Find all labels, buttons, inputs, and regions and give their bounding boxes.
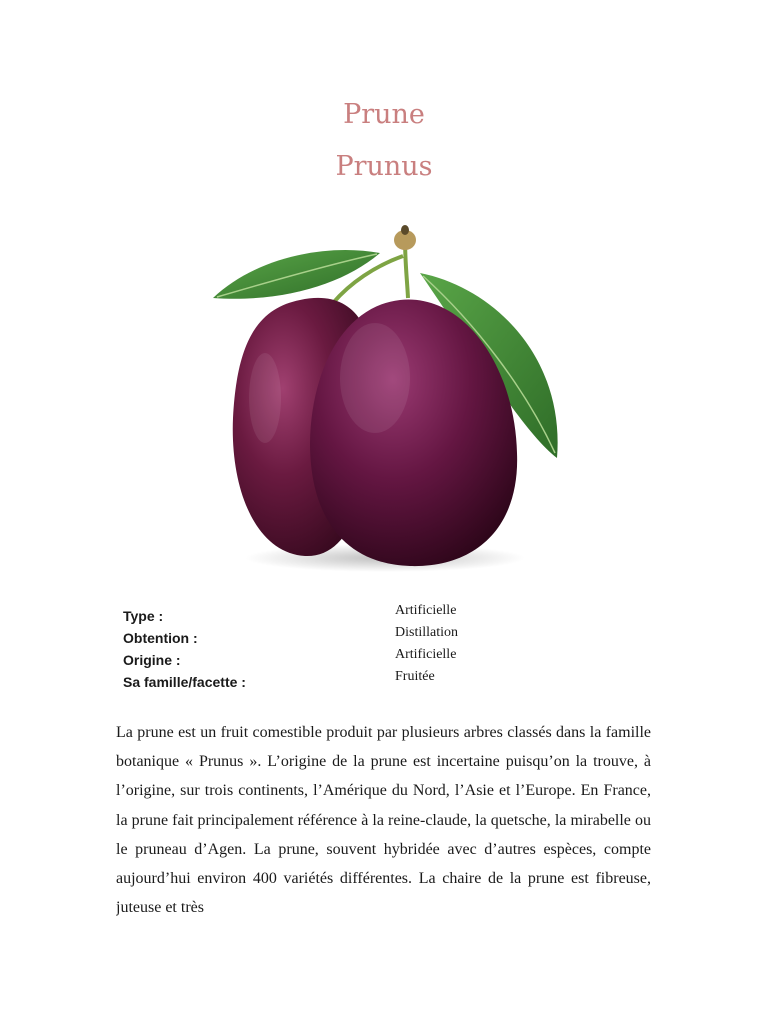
page-subtitle: Prunus (335, 151, 433, 182)
properties-values (395, 604, 458, 692)
description-paragraph: La prune est un fruit comestible produit par plusieurs arbres classés dans la famille botanique « Prunus ». L’origine de la prune est incertaine puisqu’on la trouve, à l’origine, sur trois continents, l’Amérique du Nord, l’Asie et l’Europe. En France, la prune fait principalement référence à la reine-claude, la quetsche, la mirabelle ou le pruneau d’Agen. La prune, souvent hybridée avec d’autres espèces, compte aujourd’hui environ 400 variétés différentes. La chaire de la prune est fibreuse, juteuse et très (116, 724, 651, 917)
label-type: Type : (123, 608, 164, 624)
value-origine: Artificielle (395, 647, 457, 662)
value-type: Artificielle (395, 603, 457, 618)
page-title: Prune (343, 99, 425, 130)
value-famille: Fruitée (395, 669, 435, 684)
value-obtention: Distillation (395, 625, 458, 640)
plum-icon (205, 218, 570, 578)
label-obtention: Obtention : (123, 630, 198, 646)
label-origine: Origine : (123, 652, 181, 668)
label-famille: Sa famille/facette : (123, 674, 246, 690)
properties-labels (123, 604, 246, 692)
